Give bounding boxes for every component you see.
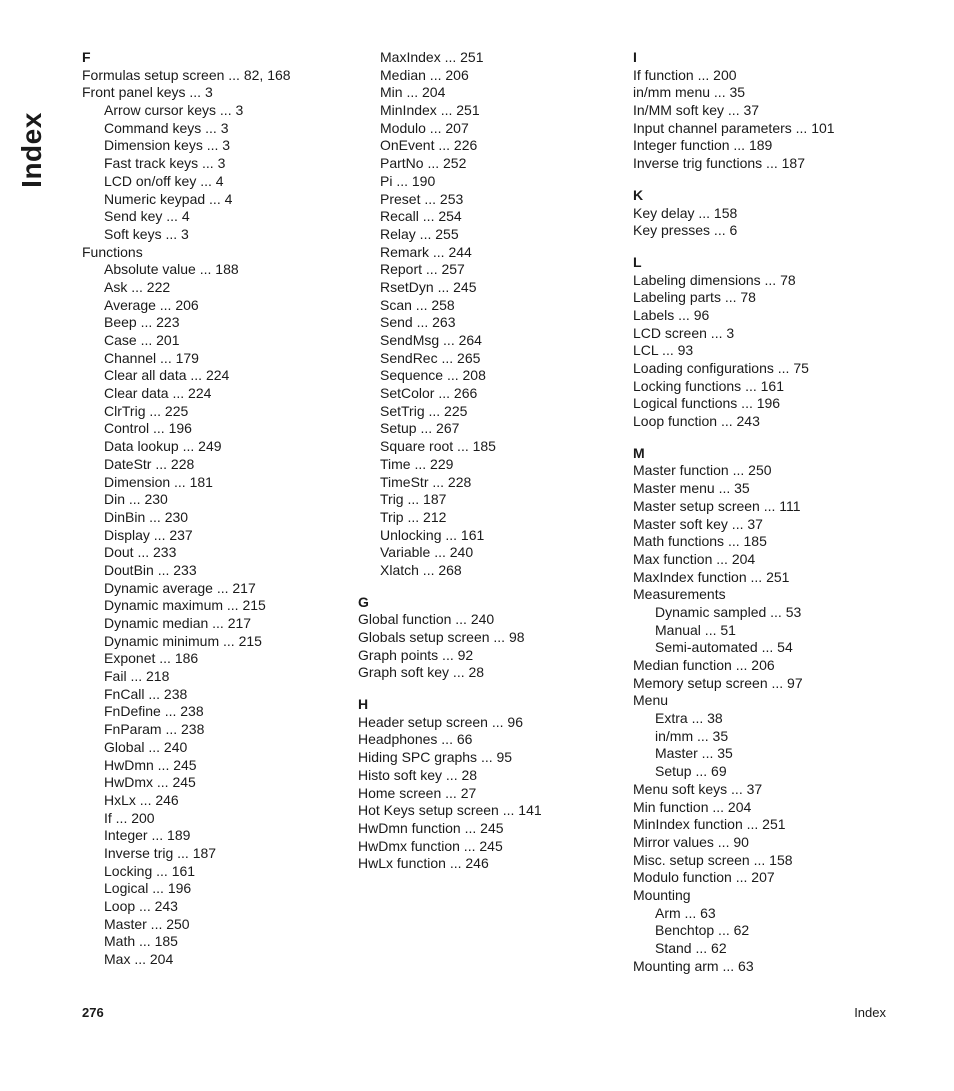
index-subentry: TimeStr ... 228 [380, 473, 472, 490]
index-entry: Graph soft key ... 28 [358, 664, 485, 681]
index-subentry: Remark ... 244 [380, 243, 472, 260]
index-entry: LCD screen ... 3 [633, 324, 735, 341]
index-entry: Labels ... 96 [633, 306, 710, 323]
index-subentry: Absolute value ... 188 [104, 261, 239, 278]
section-letter: I [633, 49, 637, 65]
index-subentry: LCD on/off key ... 4 [104, 172, 224, 189]
index-subentry: Loop ... 243 [104, 898, 178, 914]
section-letter: G [358, 593, 369, 610]
index-subentry: Logical ... 196 [104, 880, 192, 897]
index-subentry: MaxIndex ... 251 [380, 49, 484, 65]
index-subentry: Numeric keypad ... 4 [104, 190, 233, 207]
index-subentry: HwDmn ... 245 [104, 756, 197, 773]
index-subentry: Report ... 257 [380, 261, 465, 278]
index-subentry: HwDmx ... 245 [104, 774, 196, 791]
index-subentry: Beep ... 223 [104, 314, 180, 331]
index-subentry: Ask ... 222 [104, 278, 171, 295]
index-entry: Menu [633, 692, 669, 709]
footer-section-label: Index [854, 1005, 886, 1020]
index-subentry: Average ... 206 [104, 296, 199, 313]
index-subentry: Relay ... 255 [380, 225, 459, 242]
index-entry: Master function ... 250 [633, 462, 772, 479]
index-subentry: Benchtop ... 62 [655, 922, 750, 939]
index-subentry: Master ... 35 [655, 745, 733, 762]
index-subentry: Locking ... 161 [104, 862, 196, 879]
index-subentry: DateStr ... 228 [104, 455, 195, 472]
index-subentry: Master ... 250 [104, 915, 190, 932]
index-subentry: Control ... 196 [104, 420, 192, 437]
index-subentry: RsetDyn ... 245 [380, 278, 477, 295]
index-entry: HwDmn function ... 245 [358, 819, 504, 836]
index-entry: Key delay ... 158 [633, 204, 738, 221]
index-entry: Modulo function ... 207 [633, 869, 775, 886]
section-letter: F [82, 49, 91, 65]
index-subentry: Modulo ... 207 [380, 119, 469, 136]
index-entry: Labeling parts ... 78 [633, 289, 756, 306]
index-entry: Key presses ... 6 [633, 222, 738, 239]
index-subentry: Max ... 204 [104, 951, 174, 968]
index-subentry: Fast track keys ... 3 [104, 155, 226, 172]
index-entry: Master soft key ... 37 [633, 515, 763, 532]
index-entry: Header setup screen ... 96 [358, 713, 523, 730]
index-subentry: Sequence ... 208 [380, 367, 486, 384]
index-subentry: DinBin ... 230 [104, 508, 189, 525]
index-subentry: Unlocking ... 161 [380, 526, 485, 543]
index-subentry: in/mm ... 35 [655, 727, 729, 744]
index-subentry: Dimension ... 181 [104, 473, 213, 490]
section-gap [633, 240, 933, 254]
index-subentry: Dynamic average ... 217 [104, 579, 256, 596]
section-gap [633, 173, 933, 187]
index-subentry: Setup ... 69 [655, 763, 727, 780]
index-entry: Menu soft keys ... 37 [633, 780, 763, 797]
section-letter: L [633, 253, 642, 270]
index-subentry: Send ... 263 [380, 314, 456, 331]
section-letter: K [633, 186, 644, 203]
index-entry: MaxIndex function ... 251 [633, 568, 790, 585]
index-entry: HwLx function ... 246 [358, 855, 489, 872]
index-entry: Front panel keys ... 3 [82, 84, 213, 101]
index-subentry: Dynamic median ... 217 [104, 615, 252, 631]
index-subentry: HxLx ... 246 [104, 791, 179, 808]
index-subentry: Integer ... 189 [104, 827, 191, 844]
index-entry: Memory setup screen ... 97 [633, 674, 803, 691]
index-subentry: MinIndex ... 251 [380, 102, 480, 119]
index-subentry: Stand ... 62 [655, 940, 727, 956]
index-entry: Histo soft key ... 28 [358, 766, 478, 783]
index-subentry: Variable ... 240 [380, 544, 474, 561]
index-entry: Loop function ... 243 [633, 413, 760, 430]
side-index-title: Index [16, 112, 47, 188]
index-entry: LCL ... 93 [633, 342, 694, 359]
index-entry: Global function ... 240 [358, 611, 495, 628]
index-subentry: Global ... 240 [104, 738, 188, 755]
index-subentry: Case ... 201 [104, 332, 180, 348]
index-subentry: If ... 200 [104, 809, 155, 826]
index-entry: Integer function ... 189 [633, 137, 773, 154]
index-subentry: Preset ... 253 [380, 190, 464, 207]
index-subentry: Inverse trig ... 187 [104, 844, 217, 861]
index-subentry: Scan ... 258 [380, 296, 455, 313]
index-subentry: Trig ... 187 [380, 491, 447, 508]
section-letter: M [633, 444, 645, 461]
index-subentry: Clear all data ... 224 [104, 367, 230, 384]
index-entry: Home screen ... 27 [358, 784, 477, 801]
index-subentry: OnEvent ... 226 [380, 137, 478, 154]
index-subentry: Soft keys ... 3 [104, 225, 189, 242]
index-column-3 [633, 49, 933, 975]
index-subentry: Time ... 229 [380, 455, 454, 472]
index-entry: Mirror values ... 90 [633, 833, 749, 850]
index-subentry: SendMsg ... 264 [380, 332, 482, 348]
index-entry: Headphones ... 66 [358, 731, 473, 748]
index-subentry: Dimension keys ... 3 [104, 137, 231, 154]
index-subentry: FnParam ... 238 [104, 721, 205, 738]
section-gap [358, 682, 618, 696]
index-entry: Logical functions ... 196 [633, 395, 781, 412]
index-entry: Input channel parameters ... 101 [633, 119, 835, 136]
index-subentry: SetColor ... 266 [380, 385, 478, 402]
index-entry: Max function ... 204 [633, 550, 756, 567]
index-entry: Graph points ... 92 [358, 646, 474, 663]
index-column-2 [358, 49, 618, 873]
index-column-1 [82, 49, 342, 969]
section-gap [358, 580, 618, 594]
index-entry: In/MM soft key ... 37 [633, 102, 760, 119]
index-entry: HwDmx function ... 245 [358, 837, 503, 854]
index-subentry: Command keys ... 3 [104, 119, 229, 136]
index-entry: Misc. setup screen ... 158 [633, 851, 793, 868]
index-entry: Labeling dimensions ... 78 [633, 271, 796, 288]
index-subentry: Xlatch ... 268 [380, 561, 462, 578]
index-entry: MinIndex function ... 251 [633, 816, 786, 833]
index-subentry: Semi-automated ... 54 [655, 639, 793, 656]
index-subentry: Dout ... 233 [104, 544, 177, 561]
index-subentry: Dynamic sampled ... 53 [655, 603, 802, 620]
index-entry: Median function ... 206 [633, 657, 775, 673]
index-subentry: Data lookup ... 249 [104, 438, 222, 455]
index-subentry: Arrow cursor keys ... 3 [104, 102, 244, 119]
index-subentry: Manual ... 51 [655, 621, 736, 638]
index-entry: Loading configurations ... 75 [633, 360, 809, 376]
index-subentry: Min ... 204 [380, 84, 446, 101]
index-subentry: SendRec ... 265 [380, 349, 481, 366]
index-entry: Inverse trig functions ... 187 [633, 155, 805, 172]
index-subentry: Din ... 230 [104, 491, 168, 508]
index-entry: Globals setup screen ... 98 [358, 629, 525, 645]
index-subentry: Extra ... 38 [655, 710, 723, 727]
index-subentry: Send key ... 4 [104, 208, 190, 225]
index-subentry: ClrTrig ... 225 [104, 402, 189, 419]
index-subentry: Dynamic minimum ... 215 [104, 632, 262, 649]
index-entry: Functions [82, 243, 143, 260]
index-subentry: Pi ... 190 [380, 172, 436, 189]
index-entry: Min function ... 204 [633, 798, 752, 815]
index-entry: Mounting [633, 886, 691, 903]
index-entry: in/mm menu ... 35 [633, 84, 746, 101]
index-entry: Formulas setup screen ... 82, 168 [82, 66, 291, 83]
index-subentry: Channel ... 179 [104, 349, 199, 366]
index-subentry: Recall ... 254 [380, 208, 462, 225]
page-number: 276 [82, 1005, 104, 1020]
index-subentry: Square root ... 185 [380, 438, 496, 455]
section-gap [633, 431, 933, 445]
index-subentry: Display ... 237 [104, 526, 193, 543]
index-entry: Measurements [633, 586, 726, 603]
index-entry: Mounting arm ... 63 [633, 957, 754, 974]
index-subentry: Fail ... 218 [104, 668, 170, 685]
index-subentry: FnCall ... 238 [104, 685, 188, 702]
index-subentry: Math ... 185 [104, 933, 178, 950]
index-entry: Locking functions ... 161 [633, 377, 784, 394]
index-subentry: Clear data ... 224 [104, 385, 212, 402]
index-subentry: Exponet ... 186 [104, 650, 199, 667]
index-entry: Math functions ... 185 [633, 533, 767, 550]
index-subentry: Dynamic maximum ... 215 [104, 597, 266, 614]
index-entry: Master menu ... 35 [633, 480, 750, 497]
index-entry: If function ... 200 [633, 66, 737, 83]
index-subentry: Setup ... 267 [380, 420, 460, 437]
index-subentry: DoutBin ... 233 [104, 561, 197, 578]
section-letter: H [358, 696, 369, 713]
index-entry: Master setup screen ... 111 [633, 497, 801, 514]
index-entry: Hiding SPC graphs ... 95 [358, 749, 513, 766]
index-subentry: Median ... 206 [380, 66, 469, 83]
index-subentry: Trip ... 212 [380, 508, 447, 525]
index-subentry: FnDefine ... 238 [104, 703, 204, 720]
index-entry: Hot Keys setup screen ... 141 [358, 802, 542, 819]
index-subentry: PartNo ... 252 [380, 155, 467, 172]
index-subentry: SetTrig ... 225 [380, 402, 468, 419]
index-subentry: Arm ... 63 [655, 904, 716, 921]
